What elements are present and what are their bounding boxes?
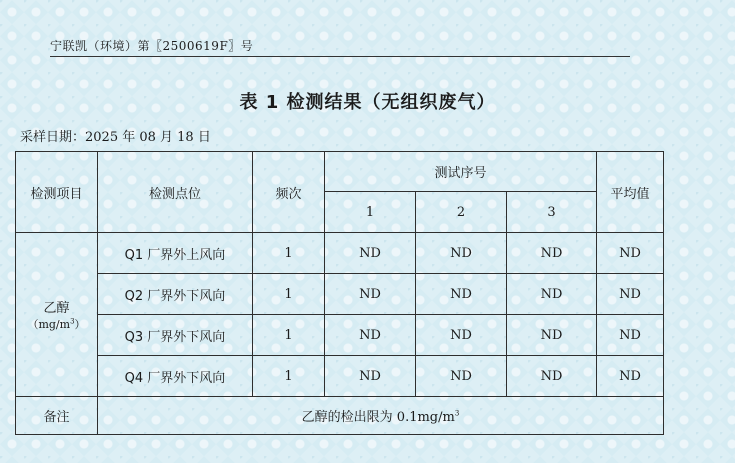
row-value-1: ND xyxy=(325,315,416,356)
row-value-2: ND xyxy=(416,274,507,315)
row-value-2: ND xyxy=(416,356,507,397)
row-average: ND xyxy=(597,356,664,397)
header-test-3: 3 xyxy=(507,192,597,233)
row-value-3: ND xyxy=(507,274,597,315)
row-location: Q1 厂界外上风向 xyxy=(98,233,253,274)
table-row xyxy=(16,356,664,397)
row-location: Q2 厂界外下风向 xyxy=(98,274,253,315)
remark-row xyxy=(16,397,664,435)
row-frequency: 1 xyxy=(253,233,325,274)
row-frequency: 1 xyxy=(253,274,325,315)
header-test-no: 测试序号 xyxy=(325,152,597,192)
header-test-2: 2 xyxy=(416,192,507,233)
sampling-date: 采样日期：2025 年 08 月 18 日 xyxy=(20,130,211,145)
item-cell xyxy=(16,233,98,397)
row-average: ND xyxy=(597,315,664,356)
results-table xyxy=(15,151,664,435)
header-location: 检测点位 xyxy=(98,152,253,233)
row-frequency: 1 xyxy=(253,315,325,356)
item-unit: $(mg/m^3)$ xyxy=(27,317,86,331)
row-value-1: ND xyxy=(325,274,416,315)
header-frequency: 频次 xyxy=(253,152,325,233)
row-location: Q3 厂界外下风向 xyxy=(98,315,253,356)
row-value-1: ND xyxy=(325,356,416,397)
header-average: 平均值 xyxy=(597,152,664,233)
row-average: ND xyxy=(597,233,664,274)
row-value-3: ND xyxy=(507,233,597,274)
row-average: ND xyxy=(597,274,664,315)
row-value-1: ND xyxy=(325,233,416,274)
table-title: 表 1 检测结果（无组织废气） xyxy=(239,92,496,113)
row-location: Q4 厂界外下风向 xyxy=(98,356,253,397)
remark-text: 乙醇的检出限为 $0.1mg/m^3$ xyxy=(98,397,664,435)
table-row xyxy=(16,274,664,315)
row-value-2: ND xyxy=(416,315,507,356)
item-name: 乙醇 xyxy=(43,301,70,316)
report-number: 宁联凯（环境）第〖2500619F〗号 xyxy=(50,37,630,57)
row-value-2: ND xyxy=(416,233,507,274)
row-value-3: ND xyxy=(507,315,597,356)
header-test-1: 1 xyxy=(325,192,416,233)
table-row xyxy=(16,315,664,356)
table-row xyxy=(16,233,664,274)
remark-label: 备注 xyxy=(16,397,98,435)
row-frequency: 1 xyxy=(253,356,325,397)
row-value-3: ND xyxy=(507,356,597,397)
header-item: 检测项目 xyxy=(16,152,98,233)
